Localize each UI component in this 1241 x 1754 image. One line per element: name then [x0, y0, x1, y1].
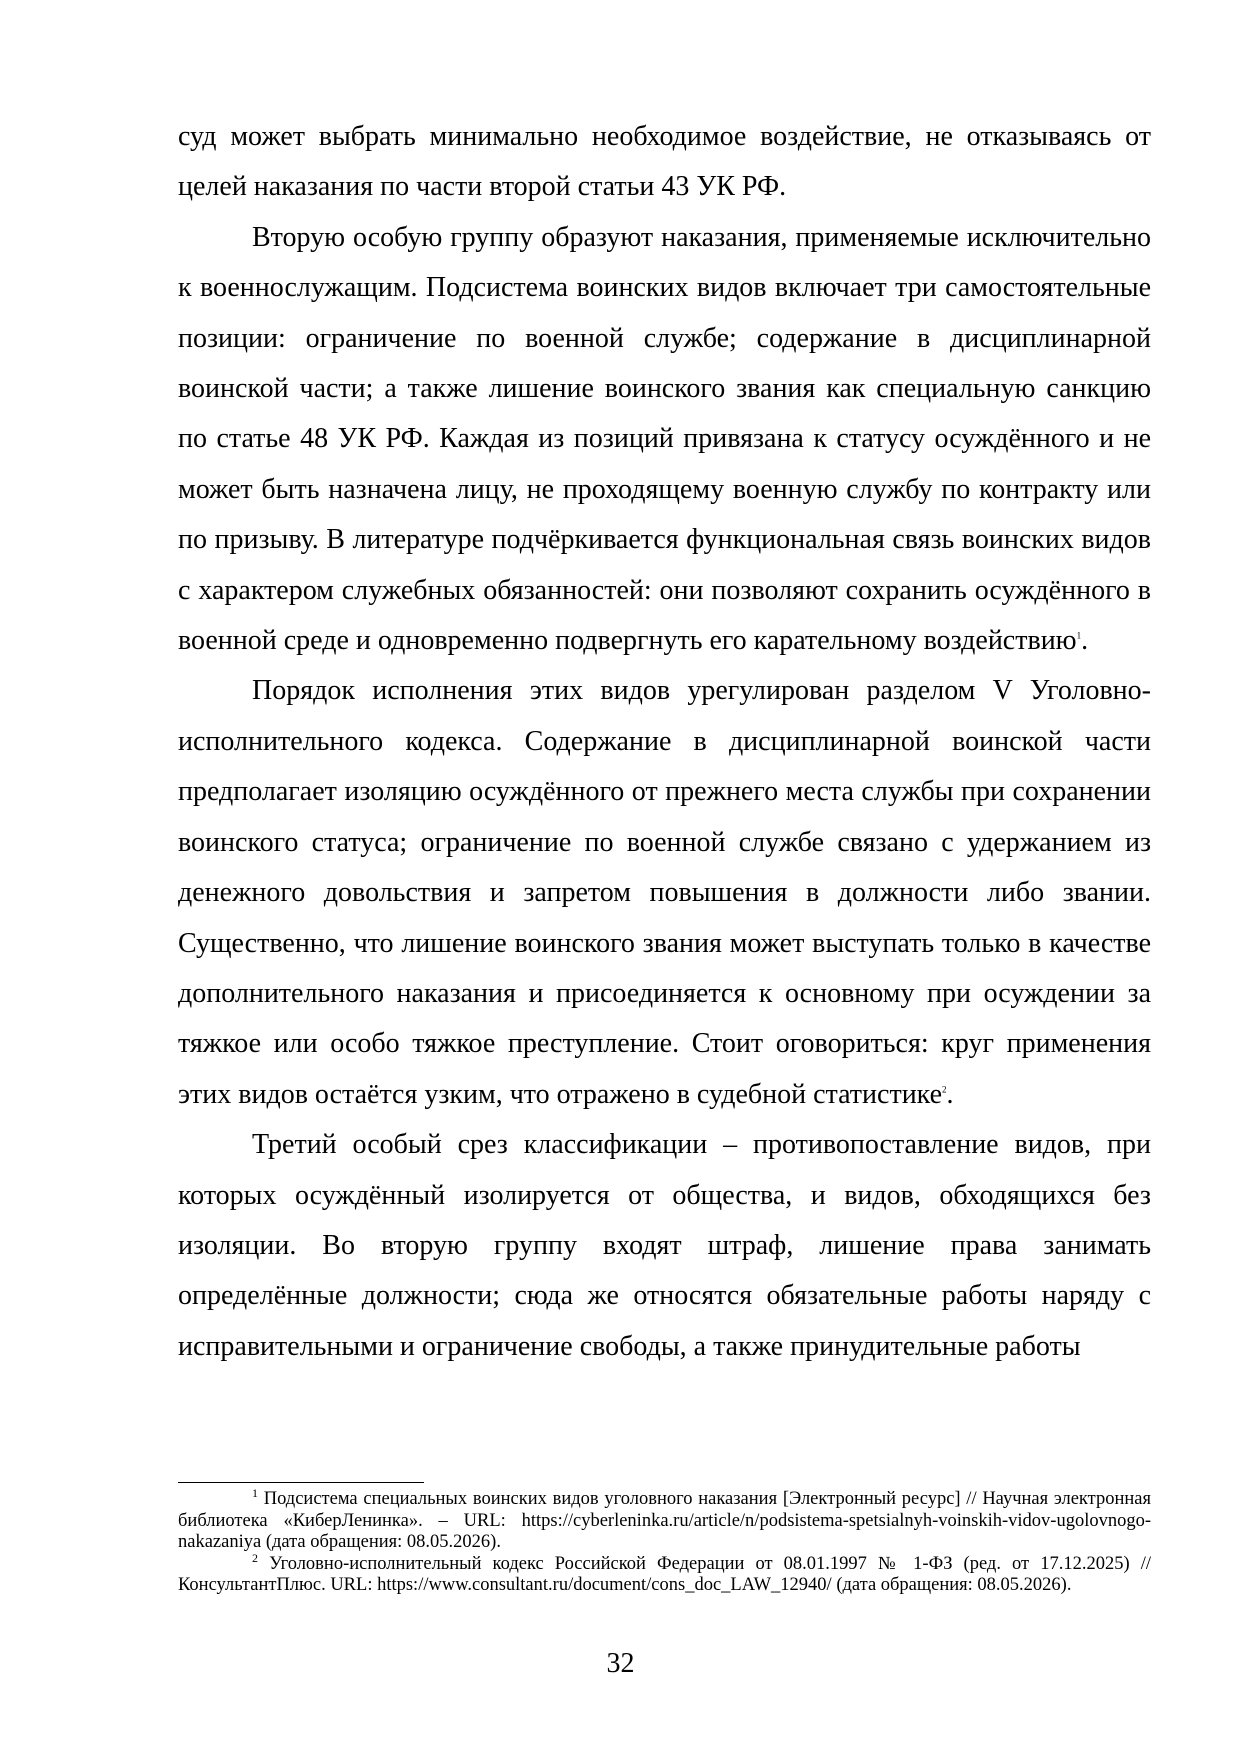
footnote-separator — [178, 1482, 424, 1483]
paragraph-4-text: Третий особый срез классификации – противопоставление видов, при которых осуждённый изолируется от общества, и видов, обходящихся без изоляции. Во вторую группу входят штраф, лишение права занимать определённые должности; сюда же относятся обязательные работы наряду с исправительными и ограничение свободы, а также принудительные работы — [178, 1129, 1151, 1362]
footnotes — [178, 1485, 1151, 1597]
footnote-2-text: Уголовно-исполнительный кодекс Российской Федерации от 08.01.1997 № 1-ФЗ (ред. от 17.12.2025) // КонсультантПлюс. URL: https://www.consultant.ru/document/cons_doc_LAW_12940/ (дата обращения: 08.05.2026). — [178, 1553, 1151, 1595]
paragraph-3-text: Порядок исполнения этих видов урегулирован разделом V Уголовно-исполнительного кодекса. Содержание в дисциплинарной воинской части предполагает изоляцию осуждённого от прежнего места службы при сохранении воинского статуса; ограничение по военной службе связано с удержанием из денежного довольствия и запретом повышения в должности либо звании. Существенно, что лишение воинского звания может выступать только в качестве дополнительного наказания и присоединяется к основному при осуждении за тяжкое или особо тяжкое преступление. Стоит оговориться: круг применения этих видов остаётся узким, что отражено в судебной статистике — [178, 675, 1151, 1110]
body-text — [178, 112, 1151, 1372]
paragraph-2-tail: . — [1081, 625, 1089, 657]
page-number: 32 — [606, 1648, 635, 1679]
footnote-1 — [178, 1485, 1151, 1554]
paragraph-2-text: Вторую особую группу образуют наказания, применяемые исключительно к военнослужащим. Подсистема воинских видов включает три самостоятельные позиции: ограничение по военной службе; содержание в дисциплинарной воинской части; а также лишение воинского звания как специальную санкцию по статье 48 УК РФ. Каждая из позиций привязана к статусу осуждённого и не может быть назначена лицу, не проходящему военную службу по контракту или по призыву. В литературе подчёркивается функциональная связь воинских видов с характером служебных обязанностей: они позволяют сохранить осуждённого в военной среде и одновременно подвергнуть его карательному воздействию — [178, 221, 1151, 657]
footnote-ref-1: 1 — [1076, 630, 1082, 641]
paragraph-2 — [178, 213, 1151, 667]
footnote-2-number: 2 — [252, 1550, 258, 1565]
paragraph-3 — [178, 666, 1151, 1120]
paragraph-4 — [178, 1120, 1151, 1372]
footnote-1-text: Подсистема специальных воинских видов уголовного наказания [Электронный ресурс] // Научная электронная библиотека «КиберЛенинка». – URL: https://cyberleninka.ru/article/n/podsistema-spetsialnyh-voinskih-vidov-ugolovnogo-nakazaniya (дата обращения: 08.05.2026). — [178, 1489, 1151, 1552]
footnote-2 — [178, 1550, 1151, 1597]
paragraph-1-text: суд может выбрать минимально необходимое воздействие, не отказываясь от целей наказания по части второй статьи 43 УК РФ. — [178, 121, 1151, 203]
paragraph-1 — [178, 112, 1151, 213]
footnote-1-number: 1 — [252, 1485, 258, 1500]
paragraph-3-tail: . — [946, 1078, 954, 1110]
footnote-ref-2: 2 — [942, 1084, 947, 1095]
